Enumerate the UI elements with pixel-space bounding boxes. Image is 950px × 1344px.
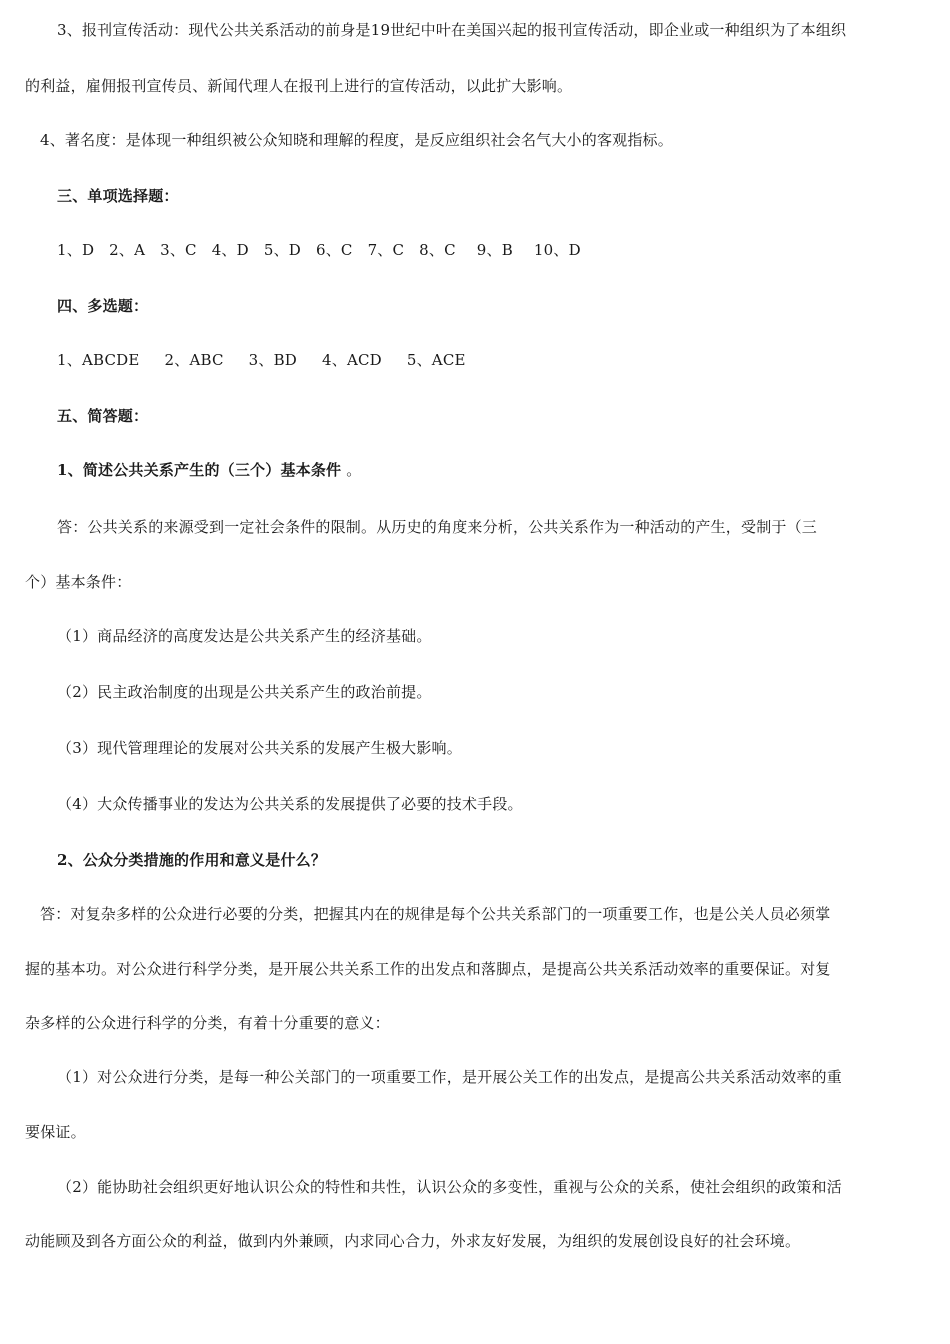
answer-2-point-1-line-1: （1）对公众进行分类，是每一种公关部门的一项重要工作，是开展公关工作的出发点，是提高公共关系活动效率的重 — [57, 1068, 842, 1086]
answer-item: 1、D — [57, 241, 95, 259]
answer-item: 1、ABCDE — [57, 351, 140, 369]
answer-item: 2、ABC — [164, 351, 224, 369]
answer-2-line-3: 杂多样的公众进行科学的分类，有着十分重要的意义： — [25, 1014, 390, 1032]
question-1 — [57, 460, 361, 480]
answer-item: 6、C — [315, 241, 353, 259]
single-choice-heading: 三、单项选择题： — [57, 187, 179, 205]
answer-1-line-1: 答：公共关系的来源受到一定社会条件的限制。从历史的角度来分析，公共关系作为一种活动的产生，受制于（三 — [57, 518, 818, 536]
answer-2-point-1-line-2: 要保证。 — [25, 1123, 86, 1141]
answer-2-line-1: 答：对复杂多样的公众进行必要的分类，把握其内在的规律是每个公共关系部门的一项重要工作，也是公关人员必须掌 — [40, 905, 831, 923]
answer-item: 7、C — [367, 241, 405, 259]
answer-2-point-2-line-1: （2）能协助社会组织更好地认识公众的特性和共性，认识公众的多变性，重视与公众的关系，使社会组织的政策和活 — [57, 1178, 842, 1196]
answer-1-point-1: （1）商品经济的高度发达是公共关系产生的经济基础。 — [57, 627, 432, 645]
answer-item: 4、D — [211, 241, 249, 259]
multiple-choice-answers — [57, 350, 466, 370]
definition-4: 4、著名度：是体现一种组织被公众知晓和理解的程度，是反应组织社会名气大小的客观指标。 — [40, 131, 673, 149]
question-2: 2、公众分类措施的作用和意义是什么？ — [57, 851, 327, 869]
answer-item: 10、D — [533, 241, 581, 259]
answer-item: 3、C — [160, 241, 197, 259]
answer-item: 3、BD — [248, 351, 298, 369]
answer-1-point-3: （3）现代管理理论的发展对公共关系的发展产生极大影响。 — [57, 739, 462, 757]
answer-1-line-2: 个）基本条件： — [25, 573, 132, 591]
answer-item: 4、ACD — [322, 351, 382, 369]
answer-item: 5、D — [263, 241, 301, 259]
answer-item: 2、A — [109, 241, 146, 259]
definition-3-line-2: 的利益，雇佣报刊宣传员、新闻代理人在报刊上进行的宣传活动，以此扩大影响。 — [25, 77, 573, 95]
answer-2-point-2-line-2: 动能顾及到各方面公众的利益，做到内外兼顾，内求同心合力，外求友好发展，为组织的发展创设良好的社会环境。 — [25, 1232, 801, 1250]
answer-item: 8、C — [419, 241, 456, 259]
answer-1-point-2: （2）民主政治制度的出现是公共关系产生的政治前提。 — [57, 683, 432, 701]
answer-item: 5、ACE — [406, 351, 466, 369]
definition-3-line-1: 3、报刊宣传活动：现代公共关系活动的前身是19世纪中叶在美国兴起的报刊宣传活动，即企业或一种组织为了本组织 — [57, 21, 847, 39]
short-answer-heading: 五、简答题： — [57, 407, 149, 425]
multiple-choice-heading: 四、多选题： — [57, 297, 149, 315]
answer-item: 9、B — [476, 241, 513, 259]
answer-2-line-2: 握的基本功。对公众进行科学分类，是开展公共关系工作的出发点和落脚点，是提高公共关系活动效率的重要保证。对复 — [25, 960, 831, 978]
question-1-suffix: 。 — [346, 461, 362, 479]
answer-1-point-4: （4）大众传播事业的发达为公共关系的发展提供了必要的技术手段。 — [57, 795, 523, 813]
single-choice-answers — [57, 240, 581, 260]
question-1-text: 1、简述公共关系产生的（三个）基本条件 — [57, 461, 342, 479]
